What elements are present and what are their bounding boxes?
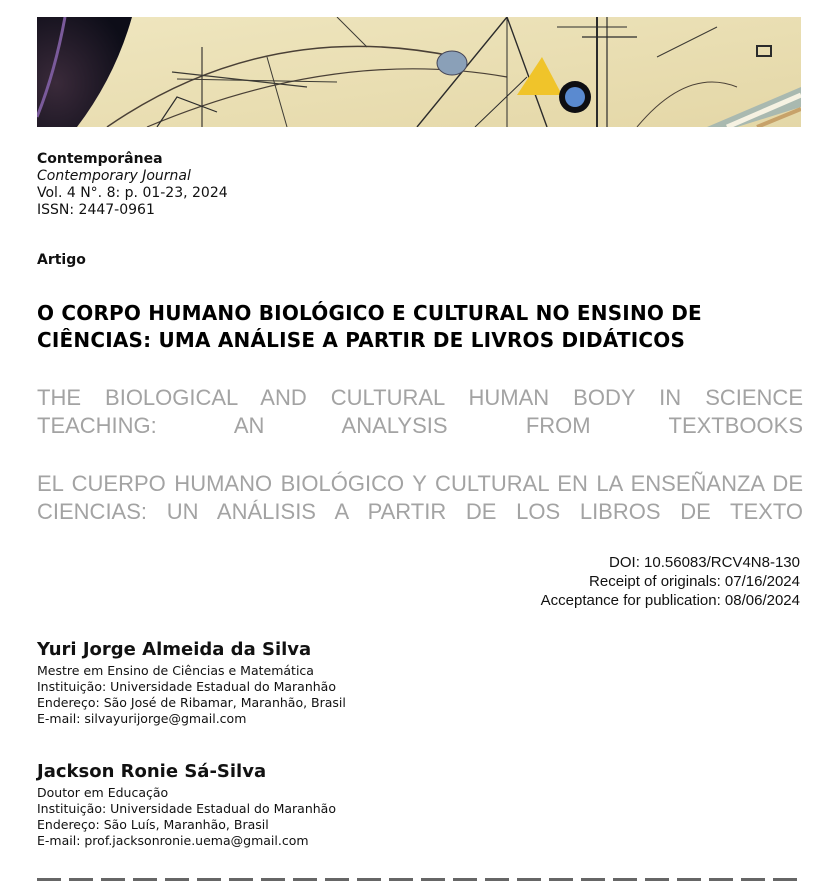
title-spanish: EL CUERPO HUMANO BIOLÓGICO Y CULTURAL EN LA ENSEÑANZA DE CIENCIAS: UN ANÁLISIS A PARTIR DE LOS LIBROS DE TEXTO [37,471,803,524]
receipt-date: Receipt of originals: 07/16/2024 [589,573,800,590]
journal-name: Contemporânea [37,151,163,167]
journal-subtitle: Contemporary Journal [37,168,191,184]
journal-issn: ISSN: 2447-0961 [37,202,155,218]
abstract-art-image [37,17,801,127]
acceptance-date: Acceptance for publication: 08/06/2024 [540,592,800,609]
author-block [37,639,346,727]
author-institution: Instituição: Universidade Estadual do Maranhão [37,801,336,816]
truncated-text-line [37,874,801,883]
doi: DOI: 10.56083/RCV4N8-130 [609,554,800,571]
author-address: Endereço: São Luís, Maranhão, Brasil [37,817,269,832]
publication-meta [541,553,800,610]
author-degree: Doutor em Educação [37,785,169,800]
author-degree: Mestre em Ensino de Ciências e Matemática [37,663,314,678]
section-label: Artigo [37,252,86,268]
journal-volume: Vol. 4 N°. 8: p. 01-23, 2024 [37,185,228,201]
author-email: E-mail: silvayurijorge@gmail.com [37,711,247,726]
title-portuguese: O CORPO HUMANO BIOLÓGICO E CULTURAL NO ENSINO DE CIÊNCIAS: UMA ANÁLISE A PARTIR DE LIVROS DIDÁTICOS [37,301,702,352]
title-english: THE BIOLOGICAL AND CULTURAL HUMAN BODY IN SCIENCE TEACHING: AN ANALYSIS FROM TEXTBOOKS [37,385,803,438]
author-block [37,761,336,849]
author-name: Jackson Ronie Sá-Silva [37,761,267,782]
author-email: E-mail: prof.jacksonronie.uema@gmail.com [37,833,309,848]
author-institution: Instituição: Universidade Estadual do Maranhão [37,679,336,694]
journal-info [37,151,228,219]
journal-banner [37,17,801,127]
author-address: Endereço: São José de Ribamar, Maranhão, Brasil [37,695,346,710]
author-name: Yuri Jorge Almeida da Silva [37,639,312,660]
